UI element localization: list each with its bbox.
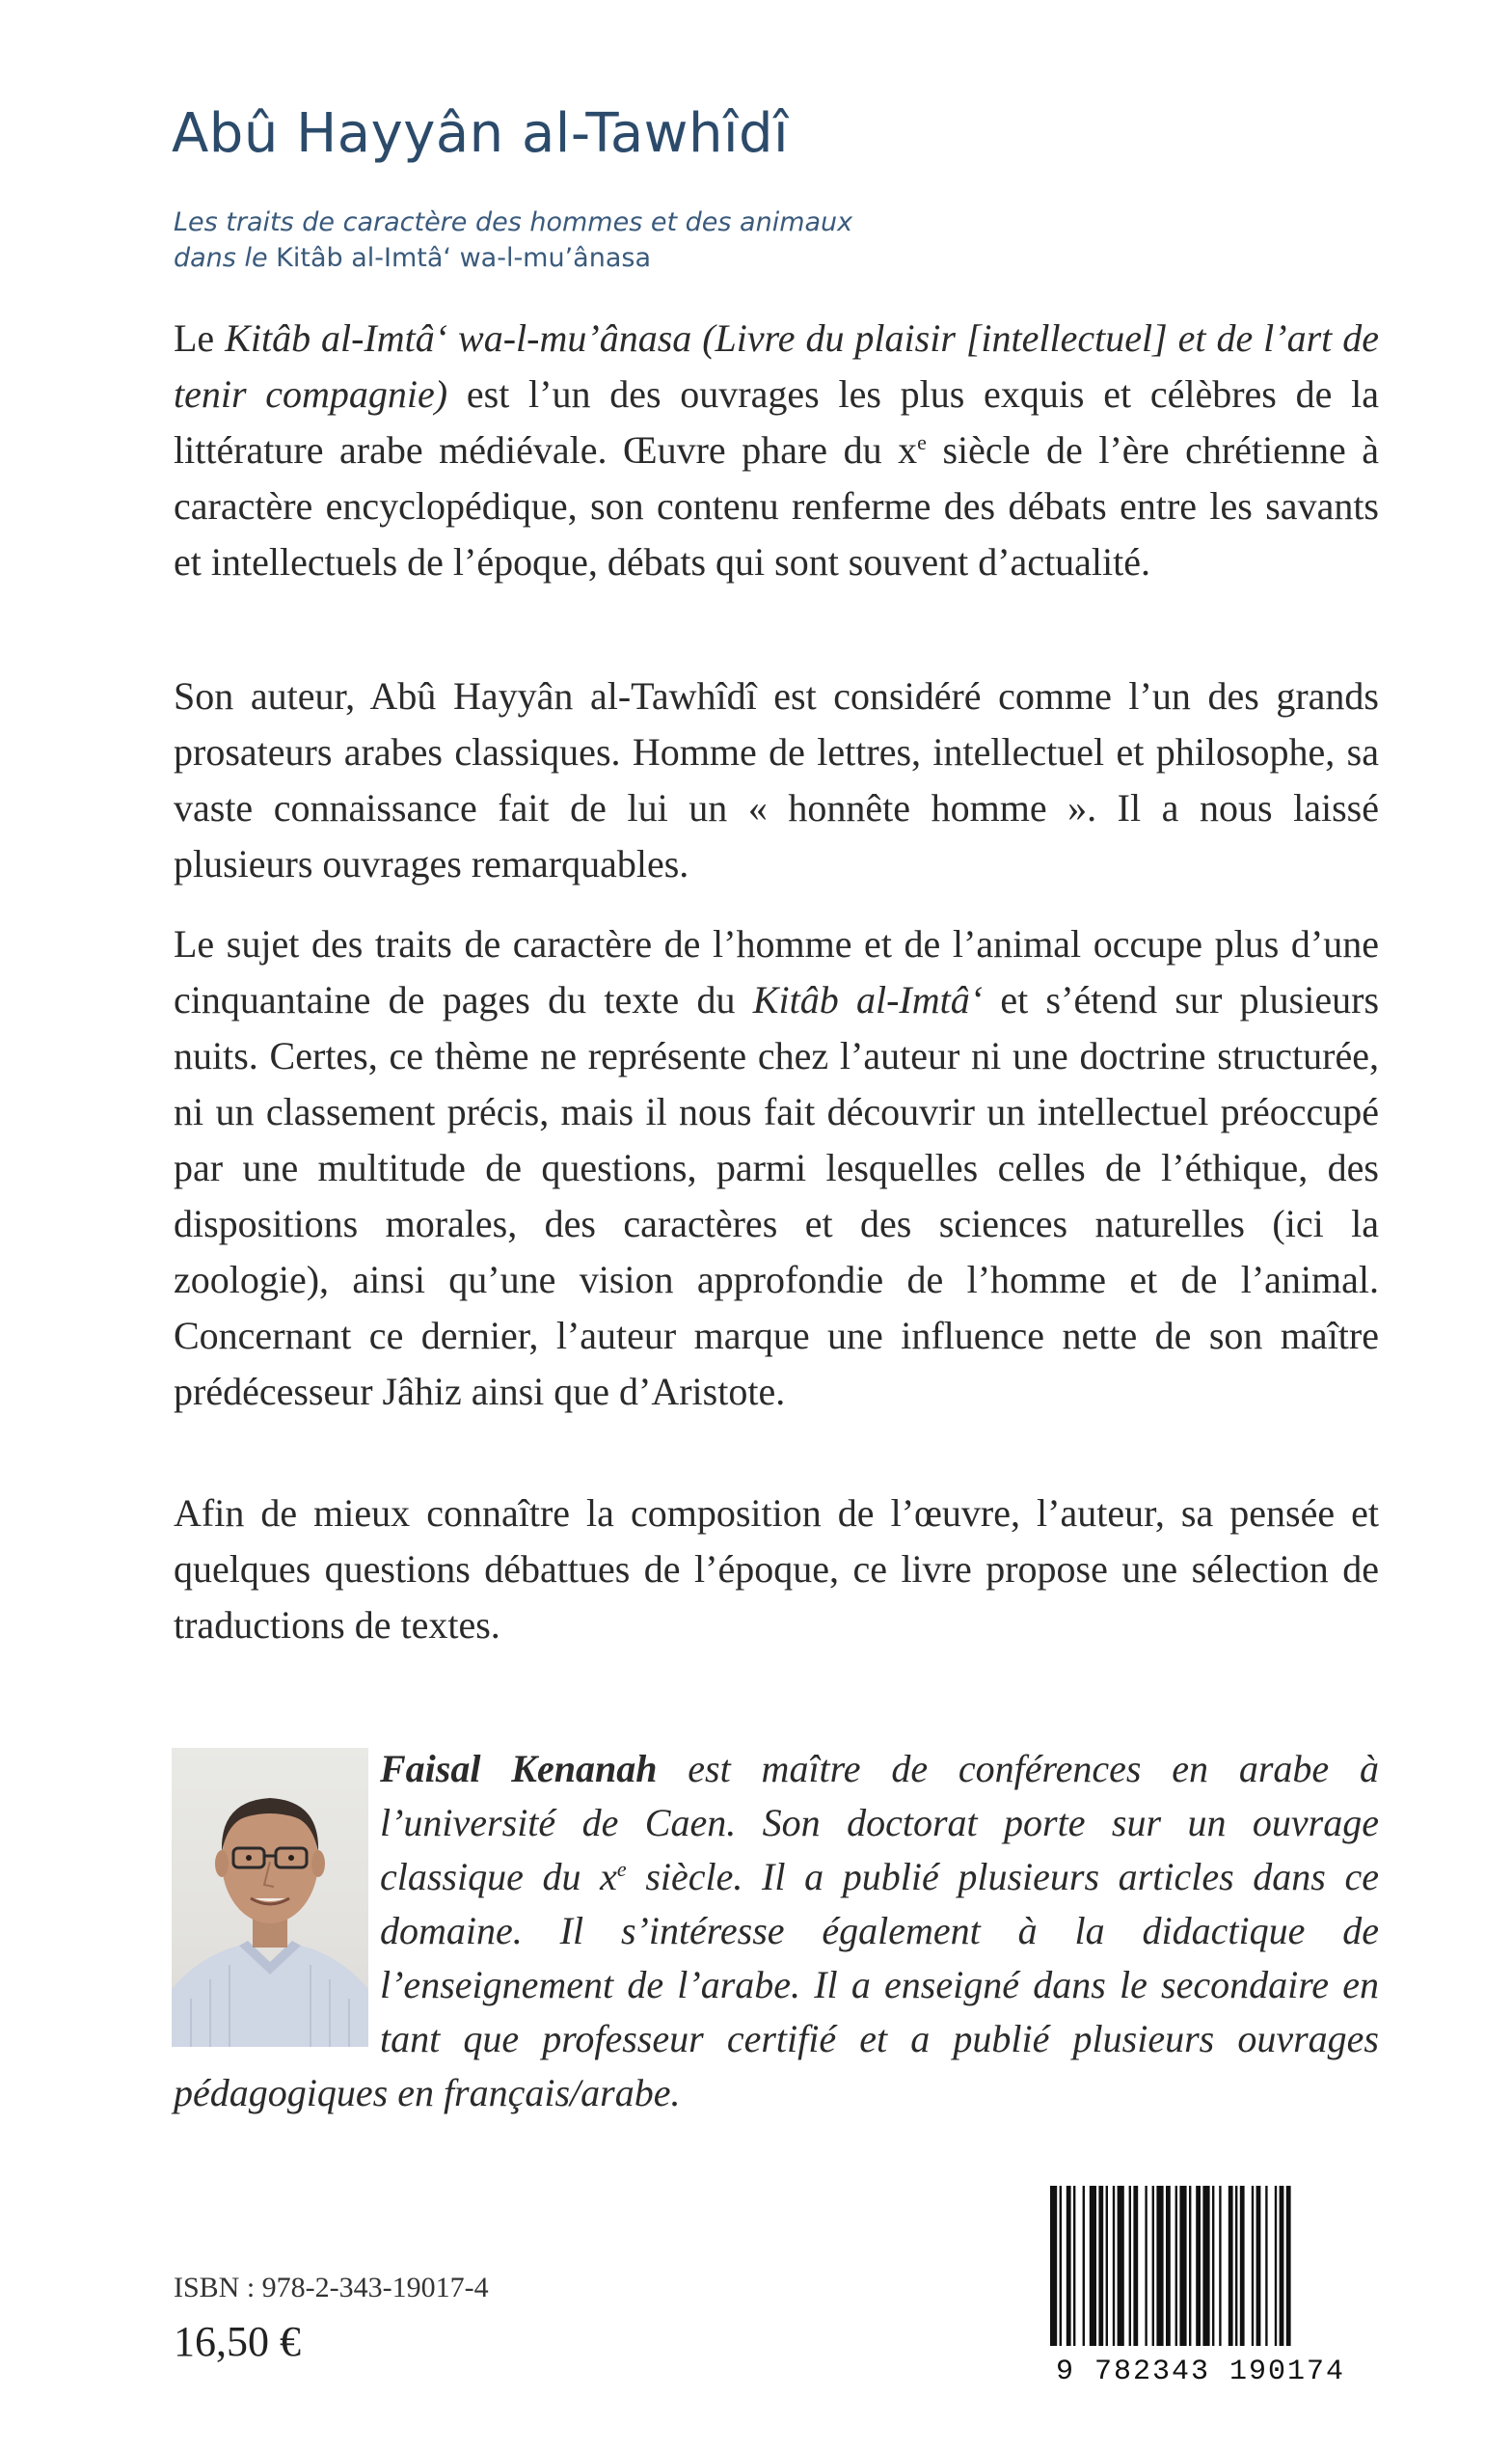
barcode-bar: [1202, 2186, 1209, 2346]
barcode-bar: [1152, 2186, 1154, 2346]
barcode-bar: [1212, 2186, 1214, 2346]
barcode-bar: [1098, 2186, 1103, 2346]
barcode-bar: [1265, 2186, 1267, 2346]
barcode-bar: [1066, 2186, 1071, 2346]
book-title-italic: Kitâb al-Imtâ‘ wa-l-mu’ânasa (Livre du plaisir [intellectuel] et de l’art de tenir compagnie): [174, 316, 1380, 416]
barcode-bar: [1286, 2186, 1291, 2346]
barcode-bar: [1113, 2186, 1115, 2346]
barcode-bar: [1090, 2186, 1096, 2346]
barcode-bar: [1060, 2186, 1062, 2346]
paragraph-4: Afin de mieux connaître la composition de l’œuvre, l’auteur, sa pensée et quelques questions débattues de l’époque, ce livre propose une sélection de traductions de textes.: [174, 1491, 1379, 1647]
book-subtitle: [174, 204, 852, 276]
barcode-bar: [1118, 2186, 1124, 2346]
barcode-bar: [1179, 2186, 1186, 2346]
barcode-bar: [1228, 2186, 1233, 2346]
subtitle-line-2-regular: Kitâb al-Imtâ‘ wa-l-mu’ânasa: [276, 243, 651, 273]
book-title: Abû Hayyân al-Tawhîdî: [172, 102, 790, 165]
paragraph-1: Le Kitâb al-Imtâ‘ wa-l-mu’ânasa (Livre du plaisir [intellectuel] et de l’art de tenir compagnie) est l’un des ouvrages les plus exquis et célèbres de la littérature arabe médiévale. Œuvre phare du $x^e$ siècle de l’ère chrétienne à caractère encyclopédique, son contenu renferme des débats entre les savants et intellectuels de l’époque, débats qui sont souvent d’actualité.: [174, 316, 1380, 584]
price: 16,50 €: [174, 2318, 301, 2365]
barcode-graphic: [1037, 2180, 1364, 2388]
barcode-bar: [1219, 2186, 1221, 2346]
barcode-bar: [1129, 2186, 1131, 2346]
paragraph-2: Son auteur, Abû Hayyân al-Tawhîdî est considéré comme l’un des grands prosateurs arabes classiques. Homme de lettres, intellectuel et philosophe, sa vaste connaissance fait de lui un « honnête homme ». Il a nous laissé plusieurs ouvrages remarquables.: [174, 674, 1379, 885]
barcode: [1037, 2180, 1364, 2388]
barcode-bar: [1083, 2186, 1085, 2346]
barcode-bar: [1050, 2186, 1057, 2346]
barcode-bar: [1106, 2186, 1108, 2346]
subtitle-line-1: Les traits de caractère des hommes et des animaux: [174, 207, 853, 237]
barcode-bar: [1275, 2186, 1277, 2346]
barcode-bar: [1196, 2186, 1201, 2346]
subtitle-line-2-italic: dans le: [174, 243, 277, 273]
author-bio: Faisal Kenanah est maître de conférences en arabe à l’université de Caen. Son doctorat porte sur un ouvrage classique du $x^e$ siècle. Il a publié plusieurs articles dans ce domaine. Il s’intéresse également à la didactique de l’enseignement de l’arabe. Il a enseigné dans le secondaire en tant que professeur certifié et a publié plusieurs ouvrages pédagogiques en français/arabe.: [174, 1747, 1379, 2114]
barcode-bar: [1256, 2186, 1261, 2346]
barcode-bar: [1280, 2186, 1284, 2346]
barcode-bar: [1189, 2186, 1191, 2346]
barcode-bar: [1166, 2186, 1171, 2346]
barcode-bar: [1175, 2186, 1177, 2346]
barcode-bar: [1156, 2186, 1163, 2346]
barcode-bar: [1133, 2186, 1138, 2346]
barcode-bar: [1145, 2186, 1147, 2346]
barcode-digits: 9 782343 190174: [1055, 2356, 1346, 2388]
barcode-bar: [1240, 2186, 1245, 2346]
author-name: Faisal Kenanah: [380, 1747, 658, 1790]
barcode-bar: [1073, 2186, 1075, 2346]
paragraph-3: Le sujet des traits de caractère de l’homme et de l’animal occupe plus d’une cinquantaine de pages du texte du Kitâb al-Imtâ‘ et s’étend sur plusieurs nuits. Certes, ce thème ne représente chez l’auteur ni une doctrine structurée, ni un classement précis, mais il nous fait découvrir un intellectuel préoccupé par une multitude de questions, parmi lesquelles celles de l’éthique, des dispositions morales, des caractères et des sciences naturelles (ici la zoologie), ainsi qu’une vision approfondie de l’homme et de l’animal. Concernant ce dernier, l’auteur marque une influence nette de son maître prédécesseur Jâhiz ainsi que d’Aristote.: [174, 922, 1380, 1413]
barcode-bar: [1252, 2186, 1254, 2346]
isbn: ISBN : 978-2-343-19017-4: [174, 2272, 489, 2303]
barcode-bar: [1235, 2186, 1237, 2346]
